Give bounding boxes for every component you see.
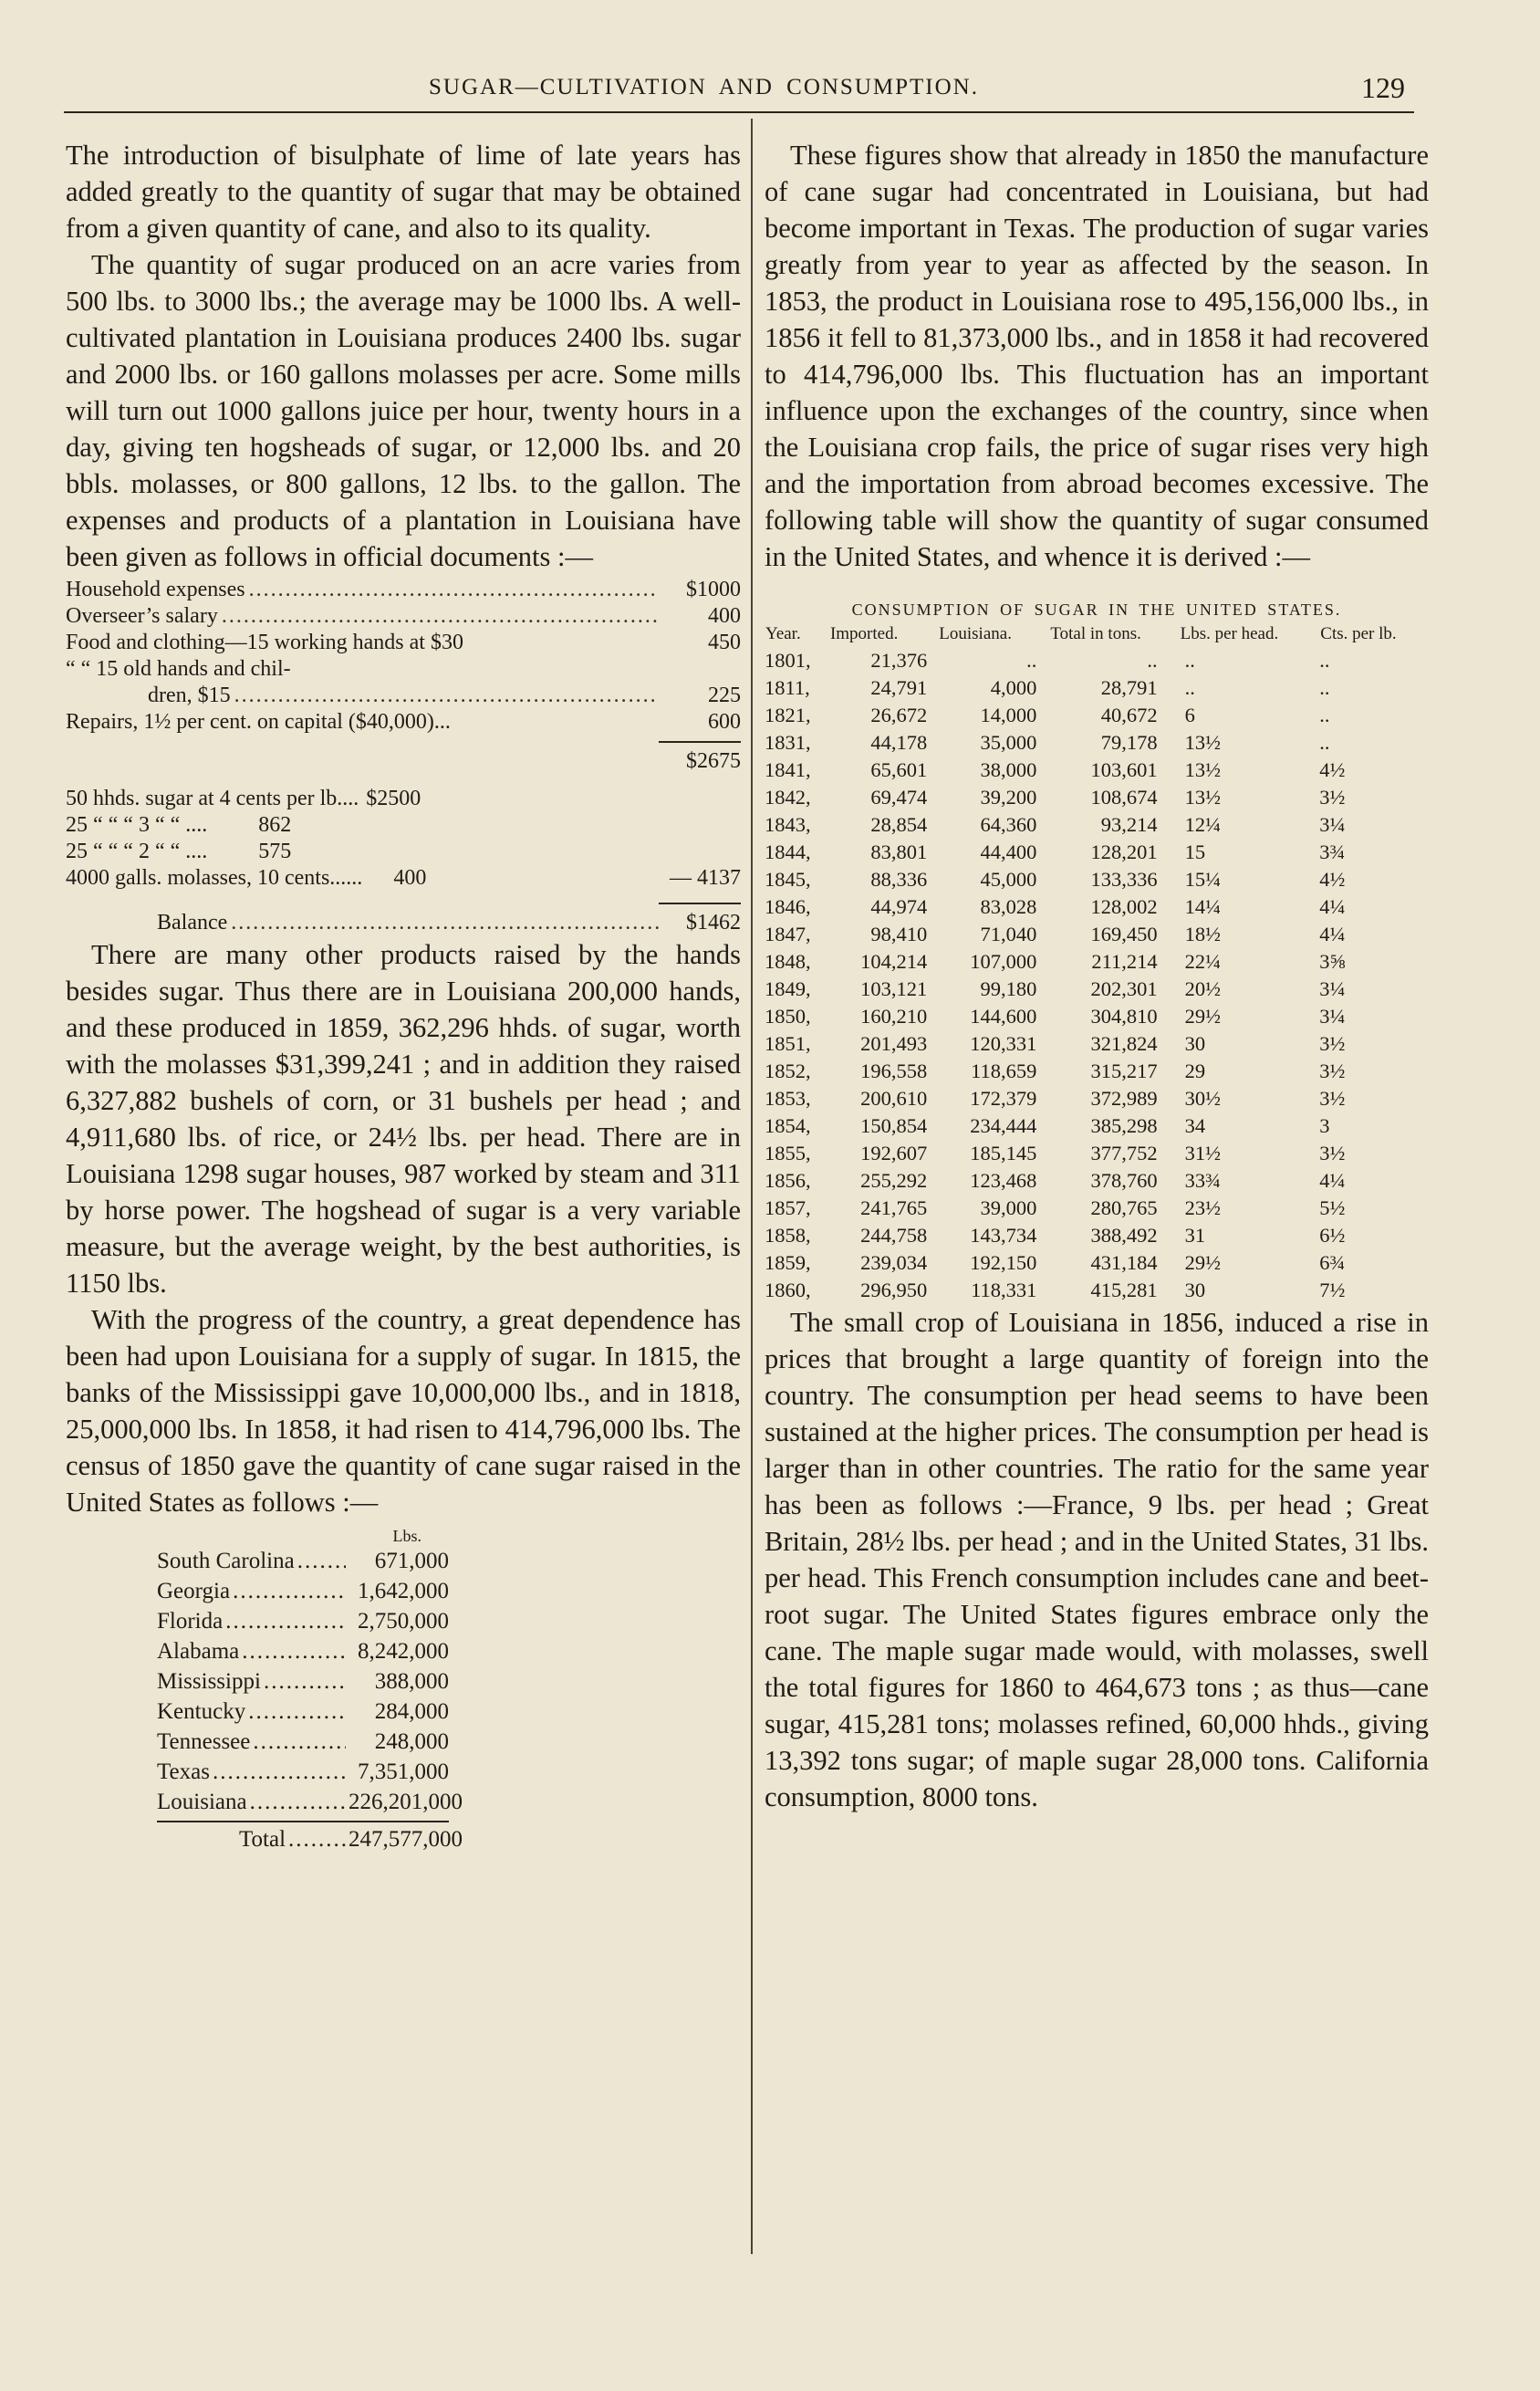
table-cell: 192,150 xyxy=(970,1251,1037,1274)
table-cell: 1855, xyxy=(765,1142,811,1164)
table-cell: .. xyxy=(1319,649,1330,672)
expense-row: Household expenses ..... $1000 xyxy=(66,577,741,603)
state-row: Kentucky ..... 284,000 xyxy=(157,1697,449,1727)
table-cell: 88,336 xyxy=(870,868,928,891)
table-cell: 44,974 xyxy=(870,895,928,918)
table-row xyxy=(765,1277,1429,1304)
table-row xyxy=(765,1249,1429,1277)
table-cell: 4,000 xyxy=(990,676,1037,699)
table-cell: 1854, xyxy=(765,1114,811,1137)
state-row: Louisiana ..... 226,201,000 xyxy=(157,1787,449,1817)
table-cell: 3¼ xyxy=(1319,813,1346,836)
table-cell: 83,028 xyxy=(980,895,1037,918)
table-row xyxy=(765,784,1429,811)
table-cell: 160,210 xyxy=(860,1005,928,1028)
table-cell: 315,217 xyxy=(1090,1060,1158,1082)
table-row xyxy=(765,1140,1429,1167)
table-row xyxy=(765,1112,1429,1140)
table-cell: 71,040 xyxy=(980,923,1037,945)
table-cell: 79,178 xyxy=(1100,731,1158,754)
table-cell: 13½ xyxy=(1184,758,1221,781)
table-cell: 1847, xyxy=(765,923,811,945)
table-cell: 185,145 xyxy=(970,1142,1037,1164)
table-cell: 7½ xyxy=(1319,1279,1346,1301)
table-cell: 118,659 xyxy=(971,1060,1037,1082)
expense-row: “ “ 15 old hands and chil- xyxy=(66,657,291,681)
table-cell: .. xyxy=(1184,649,1195,672)
table-cell: 40,672 xyxy=(1100,704,1158,726)
balance-row: Balance ..... $1462 xyxy=(66,910,741,936)
table-cell: 321,824 xyxy=(1090,1032,1158,1055)
table-cell: 128,201 xyxy=(1090,841,1158,863)
table-row xyxy=(765,839,1429,866)
table-cell: 6¾ xyxy=(1319,1251,1346,1274)
table-row xyxy=(765,866,1429,893)
table-cell: 35,000 xyxy=(980,731,1037,754)
table-cell: 65,601 xyxy=(870,758,928,781)
table-cell: 26,672 xyxy=(870,704,928,726)
state-row: South Carolina ..... 671,000 xyxy=(157,1546,449,1576)
table-cell: 385,298 xyxy=(1090,1114,1158,1137)
table-cell: 3¼ xyxy=(1319,977,1346,1000)
table-cell: 378,760 xyxy=(1090,1169,1158,1192)
sum-rule xyxy=(659,741,741,743)
table-row xyxy=(765,1003,1429,1030)
table-row xyxy=(765,893,1429,921)
table-cell: 29½ xyxy=(1184,1251,1221,1274)
sum-rule xyxy=(659,903,741,904)
col-lbs-per-head: Lbs. per head. xyxy=(1180,624,1279,643)
table-cell: 3½ xyxy=(1319,1032,1346,1055)
table-cell: 107,000 xyxy=(970,950,1037,973)
table-cell: 34 xyxy=(1184,1114,1206,1137)
table-cell: 5½ xyxy=(1319,1196,1346,1219)
table-cell: 1851, xyxy=(765,1032,811,1055)
expense-row: Repairs, 1½ per cent. on capital ($40,000)... 600 xyxy=(66,710,741,734)
table-cell: 144,600 xyxy=(970,1005,1037,1028)
table-cell: 4¼ xyxy=(1319,1169,1346,1192)
table-row xyxy=(765,702,1429,729)
column-divider xyxy=(751,119,753,2254)
consumption-table-title: CONSUMPTION OF SUGAR IN THE UNITED STATES. xyxy=(851,600,1342,619)
census-1850-table xyxy=(157,1526,463,1854)
table-cell: 133,336 xyxy=(1090,868,1158,891)
table-cell: 211,214 xyxy=(1091,950,1158,973)
table-cell: 1845, xyxy=(765,868,811,891)
table-cell: 377,752 xyxy=(1090,1142,1158,1164)
table-row xyxy=(765,1195,1429,1222)
table-cell: 1831, xyxy=(765,731,811,754)
table-cell: 241,765 xyxy=(860,1196,928,1219)
table-cell: 103,601 xyxy=(1090,758,1158,781)
table-cell: 6½ xyxy=(1319,1224,1346,1247)
table-cell: 13½ xyxy=(1184,731,1221,754)
table-cell: 1842, xyxy=(765,786,811,809)
table-cell: 15¼ xyxy=(1184,868,1221,891)
table-cell: 3½ xyxy=(1319,1087,1346,1110)
table-cell: 1849, xyxy=(765,977,811,1000)
right-column xyxy=(765,137,1429,1815)
table-cell: 192,607 xyxy=(860,1142,928,1164)
table-cell: 15 xyxy=(1184,841,1206,863)
table-cell: 12¼ xyxy=(1184,813,1221,836)
table-row xyxy=(765,757,1429,784)
table-row xyxy=(765,921,1429,948)
table-cell: 30 xyxy=(1184,1279,1206,1301)
table-cell: 39,000 xyxy=(980,1196,1037,1219)
plantation-expenses xyxy=(66,577,741,936)
table-cell: 3½ xyxy=(1319,1142,1346,1164)
paragraph-louisiana-hands: There are many other products raised by the hands besides sugar. Thus there are in Louisiana 200,000 hands, and these produced in 1859, 362,296 hhds. of sugar, worth with the molasses $31,399,241 ; and in addition they raised 6,327,882 bushels of corn, or 31 bushels per head ; and 4,911,680 lbs. of rice, or 24½ lbs. per head. There are in Louisiana 1298 sugar houses, 987 worked by steam and 311 by horse power. The hogshead of sugar is a very variable measure, but the average weight, by the best authorities, is 1150 lbs. xyxy=(66,939,741,1299)
table-row xyxy=(765,1222,1429,1249)
table-cell: 244,758 xyxy=(860,1224,928,1247)
table-cell: 372,989 xyxy=(1090,1087,1158,1110)
table-cell: 4¼ xyxy=(1319,923,1346,945)
col-cts-per-lb: Cts. per lb. xyxy=(1320,624,1397,643)
table-cell: 1848, xyxy=(765,950,811,973)
table-cell: 22¼ xyxy=(1184,950,1221,973)
running-title: SUGAR—CULTIVATION AND CONSUMPTION. xyxy=(429,75,979,99)
table-cell: 202,301 xyxy=(1090,977,1158,1000)
table-cell: 1860, xyxy=(765,1279,811,1301)
table-cell: 1841, xyxy=(765,758,811,781)
table-cell: 120,331 xyxy=(970,1032,1037,1055)
table-cell: 1801, xyxy=(765,649,811,672)
table-cell: 98,410 xyxy=(870,923,928,945)
state-row: Texas ..... 7,351,000 xyxy=(157,1757,449,1787)
table-cell: .. xyxy=(1026,649,1037,672)
expense-row: Food and clothing—15 working hands at $30 450 xyxy=(66,631,741,654)
state-total-row: Total ..... 247,577,000 xyxy=(157,1821,449,1854)
table-cell: 3½ xyxy=(1319,786,1346,809)
table-cell: 44,400 xyxy=(980,841,1037,863)
expenses-total: $2675 xyxy=(686,749,741,773)
table-cell: 296,950 xyxy=(860,1279,928,1301)
table-cell: .. xyxy=(1184,676,1195,699)
table-cell: 6 xyxy=(1184,704,1195,726)
table-row xyxy=(765,647,1429,674)
table-cell: 3½ xyxy=(1319,1060,1346,1082)
paragraph-yield: The quantity of sugar produced on an acre varies from 500 lbs. to 3000 lbs.; the average may be 1000 lbs. A well-cultivated plantation in Louisiana produces 2400 lbs. sugar and 2000 lbs. or 160 gallons molasses per acre. Some mills will turn out 1000 gallons juice per hour, twenty hours in a day, giving ten hogsheads of sugar, or 12,000 lbs. and 20 bbls. molasses, or 800 gallons, 12 lbs. to the gallon. The expenses and products of a plantation in Louisiana have been given as follows in official documents :— xyxy=(66,249,741,572)
table-cell: 1821, xyxy=(765,704,811,726)
table-cell: 28,791 xyxy=(1100,676,1158,699)
paragraph-progress: With the progress of the country, a great dependence has been had upon Louisiana for a supply of sugar. In 1815, the banks of the Mississippi gave 10,000,000 lbs., and in 1818, 25,000,000 lbs. In 1858, it had risen to 414,796,000 lbs. The census of 1850 gave the quantity of cane sugar raised in the United States as follows :— xyxy=(66,1304,741,1518)
table-cell: 44,178 xyxy=(870,731,928,754)
table-cell: 200,610 xyxy=(860,1087,928,1110)
table-cell: 29½ xyxy=(1184,1005,1221,1028)
table-cell: .. xyxy=(1147,649,1158,672)
table-cell: .. xyxy=(1319,731,1330,754)
col-louisiana: Louisiana. xyxy=(939,624,1012,643)
paragraph-figures: These figures show that already in 1850 the manufacture of cane sugar had concentrated in Louisiana, but had become important in Texas. The production of sugar varies greatly from year to year as affected by the season. In 1853, the product in Louisiana rose to 495,156,000 lbs., in 1856 it fell to 81,373,000 lbs., and in 1858 it had recovered to 414,796,000 lbs. This fluctuation has an important influence upon the exchanges of the country, since when the Louisiana crop fails, the price of sugar rises very high and the importation from abroad becomes excessive. The following table will show the quantity of sugar consumed in the United States, and whence it is derived :— xyxy=(765,140,1429,572)
table-cell: 1811, xyxy=(765,676,810,699)
state-row: Georgia ..... 1,642,000 xyxy=(157,1576,449,1606)
table-cell: .. xyxy=(1319,704,1330,726)
table-row xyxy=(765,1030,1429,1058)
state-row: Mississippi ..... 388,000 xyxy=(157,1666,449,1697)
col-imported: Imported. xyxy=(829,624,899,643)
table-cell: 45,000 xyxy=(980,868,1037,891)
table-cell: 1852, xyxy=(765,1060,811,1082)
table-cell: 172,379 xyxy=(970,1087,1037,1110)
table-cell: 108,674 xyxy=(1090,786,1158,809)
table-cell: 169,450 xyxy=(1090,923,1158,945)
table-cell: 1844, xyxy=(765,841,811,863)
table-cell: 3 xyxy=(1319,1114,1330,1137)
table-cell: 128,002 xyxy=(1090,895,1158,918)
product-row: 4000 galls. molasses, 10 cents...... 400 — 4137 xyxy=(66,866,741,890)
lbs-header: Lbs. xyxy=(392,1527,421,1545)
table-cell: 24,791 xyxy=(870,676,928,699)
table-row xyxy=(765,976,1429,1003)
table-cell: 431,184 xyxy=(1090,1251,1158,1274)
product-row: 50 hhds. sugar at 4 cents per lb.... $2500 xyxy=(66,787,421,810)
table-cell: 33¾ xyxy=(1184,1169,1221,1192)
table-cell: 30 xyxy=(1184,1032,1206,1055)
consumption-table xyxy=(765,624,1429,1304)
table-cell: 234,444 xyxy=(970,1114,1037,1137)
table-cell: 255,292 xyxy=(860,1169,928,1192)
table-cell: 104,214 xyxy=(860,950,928,973)
table-cell: 69,474 xyxy=(870,786,928,809)
table-cell: 64,360 xyxy=(980,813,1037,836)
table-cell: 23½ xyxy=(1184,1196,1221,1219)
table-cell: .. xyxy=(1319,676,1330,699)
expense-row: Overseer’s salary ..... 400 xyxy=(66,603,741,630)
table-row xyxy=(765,1085,1429,1112)
table-cell: 415,281 xyxy=(1090,1279,1158,1301)
table-cell: 1858, xyxy=(765,1224,811,1247)
product-row: 25 “ “ “ 2 “ “ .... 575 xyxy=(66,840,292,863)
table-cell: 239,034 xyxy=(860,1251,928,1274)
table-cell: 123,468 xyxy=(970,1169,1037,1192)
table-cell: 20½ xyxy=(1184,977,1221,1000)
table-cell: 30½ xyxy=(1184,1087,1221,1110)
table-cell: 196,558 xyxy=(860,1060,928,1082)
paragraph-small-crop: The small crop of Louisiana in 1856, induced a rise in prices that brought a large quantity of foreign into the country. The consumption per head seems to have been sustained at the higher prices. The consumption per head is larger than in other countries. The ratio for the same year has been as follows :—France, 9 lbs. per head ; Great Britain, 28½ lbs. per head ; and in the United States, 31 lbs. per head. This French consumption includes cane and beet-root sugar. The United States figures embrace only the cane. The maple sugar made would, with molasses, swell the total figures for 1860 to 464,673 tons ; as thus—cane sugar, 415,281 tons; molasses refined, 60,000 hhds., giving 13,392 tons sugar; of maple sugar 28,000 tons. California consumption, 8000 tons. xyxy=(765,1307,1429,1812)
table-row xyxy=(765,674,1429,702)
paragraph-bisulphate: The introduction of bisulphate of lime of late years has added greatly to the quantity of sugar that may be obtained from a given quantity of cane, and also to its quality. xyxy=(66,140,741,244)
table-cell: 1853, xyxy=(765,1087,811,1110)
table-row xyxy=(765,811,1429,839)
col-year: Year. xyxy=(765,624,801,643)
table-cell: 29 xyxy=(1184,1060,1206,1082)
col-total-tons: Total in tons. xyxy=(1050,624,1141,643)
table-cell: 4½ xyxy=(1319,758,1346,781)
table-cell: 18½ xyxy=(1184,923,1221,945)
state-row: Florida ..... 2,750,000 xyxy=(157,1606,449,1636)
table-cell: 1843, xyxy=(765,813,811,836)
table-cell: 14,000 xyxy=(980,704,1037,726)
table-cell: 31½ xyxy=(1184,1142,1221,1164)
table-cell: 1850, xyxy=(765,1005,811,1028)
table-cell: 99,180 xyxy=(980,977,1037,1000)
table-cell: 13½ xyxy=(1184,786,1221,809)
state-row: Tennessee ..... 248,000 xyxy=(157,1727,449,1757)
running-header xyxy=(64,71,1414,108)
table-cell: 201,493 xyxy=(860,1032,928,1055)
table-cell: 280,765 xyxy=(1090,1196,1158,1219)
table-cell: 304,810 xyxy=(1090,1005,1158,1028)
table-cell: 83,801 xyxy=(870,841,928,863)
consumption-header-row xyxy=(765,624,1429,647)
table-cell: 118,331 xyxy=(971,1279,1037,1301)
table-cell: 14¼ xyxy=(1184,895,1221,918)
table-cell: 143,734 xyxy=(970,1224,1037,1247)
table-cell: 21,376 xyxy=(870,649,928,672)
table-cell: 1856, xyxy=(765,1169,811,1192)
table-cell: 150,854 xyxy=(860,1114,928,1137)
table-row xyxy=(765,948,1429,976)
table-cell: 93,214 xyxy=(1100,813,1158,836)
table-cell: 38,000 xyxy=(980,758,1037,781)
table-row xyxy=(765,1058,1429,1085)
table-cell: 3¼ xyxy=(1319,1005,1346,1028)
table-cell: 1846, xyxy=(765,895,811,918)
page-number: 129 xyxy=(1361,71,1405,104)
expense-row: dren, $15 ..... 225 xyxy=(66,683,741,709)
consumption-table-body xyxy=(765,647,1429,1304)
table-cell: 388,492 xyxy=(1090,1224,1158,1247)
product-row: 25 “ “ “ 3 “ “ .... 862 xyxy=(66,813,292,837)
table-cell: 3⅝ xyxy=(1319,950,1346,973)
table-cell: 103,121 xyxy=(860,977,928,1000)
table-cell: 31 xyxy=(1184,1224,1206,1247)
table-cell: 28,854 xyxy=(870,813,928,836)
table-row xyxy=(765,1167,1429,1195)
table-cell: 4½ xyxy=(1319,868,1346,891)
state-row: Alabama ..... 8,242,000 xyxy=(157,1636,449,1666)
left-column xyxy=(66,137,741,1854)
table-cell: 3¾ xyxy=(1319,841,1346,863)
table-cell: 39,200 xyxy=(980,786,1037,809)
header-rule xyxy=(64,111,1414,113)
table-row xyxy=(765,729,1429,757)
table-cell: 1859, xyxy=(765,1251,811,1274)
table-cell: 4¼ xyxy=(1319,895,1346,918)
table-cell: 1857, xyxy=(765,1196,811,1219)
